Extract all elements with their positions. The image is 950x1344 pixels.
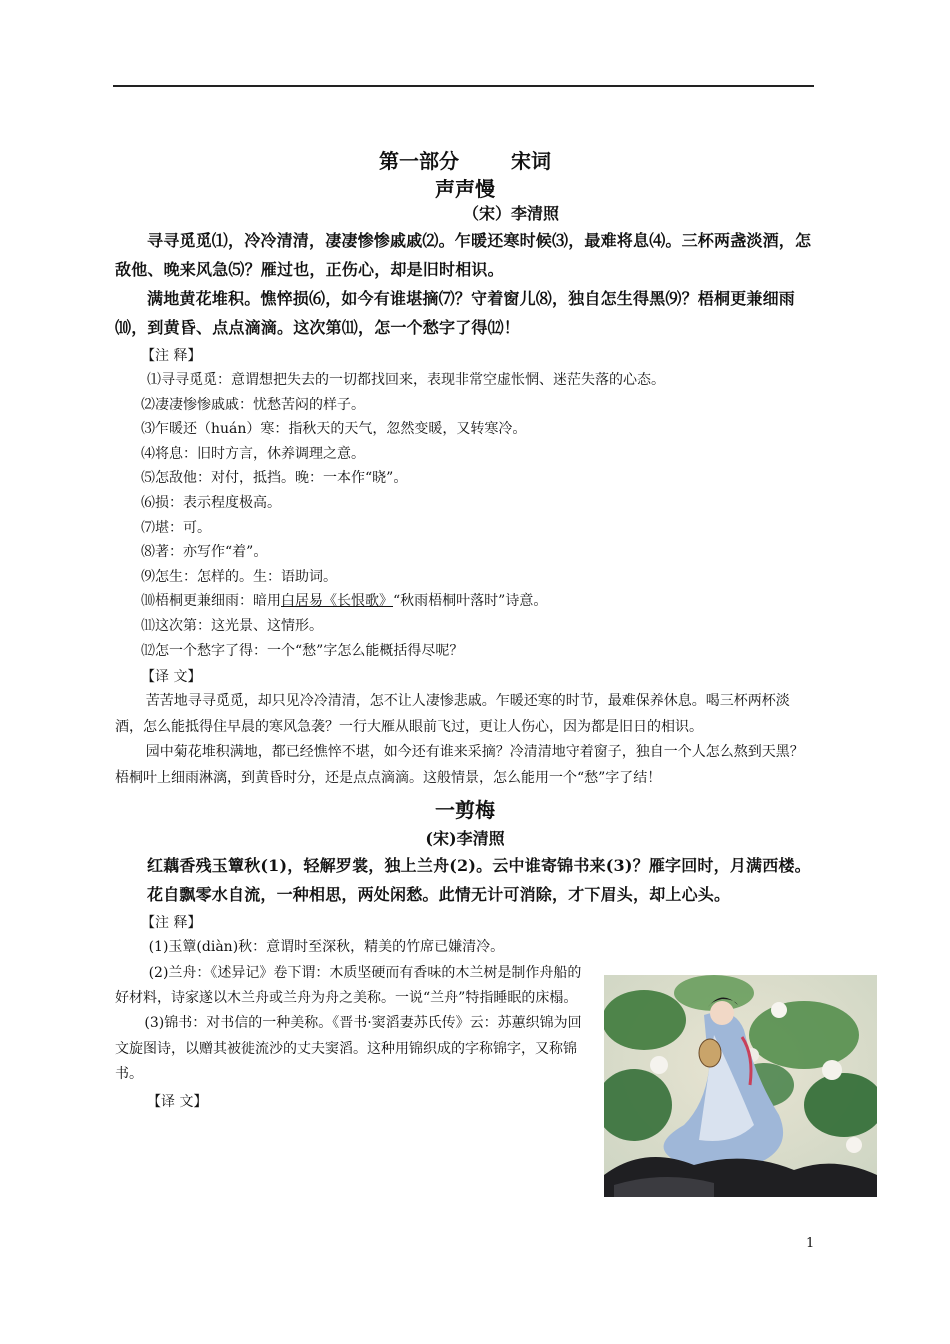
note-item: ⑴寻寻觅觅：意谓想把失去的一切都找回来，表现非常空虚怅惘、迷茫失落的心态。: [147, 372, 665, 388]
note-item: ⑼怎生：怎样的。生：语助词。: [141, 568, 337, 585]
poem-stanza: 满地黄花堆积。憔悴损⑹，如今有谁堪摘⑺？守着窗儿⑻，独自怎生得黑⑼？梧桐更兼细雨⑽，到黄昏、点点滴滴。这次第⑾，怎一个愁字了得⑿！: [115, 289, 796, 337]
note-item: ⑽梧桐更兼细雨：暗用白居易《长恨歌》“秋雨梧桐叶落时”诗意。: [141, 593, 548, 610]
notes-header: 【注 释】: [141, 915, 202, 932]
notes-list: [115, 935, 585, 1087]
part-label: 第一部分: [379, 149, 459, 173]
note-item: ⑵凄凄惨惨戚戚：忧愁苦闷的样子。: [141, 396, 365, 413]
note-item: ⑹损：表示程度极高。: [141, 494, 281, 511]
note-item: ⑿怎一个愁字了得：一个“愁”字怎么能概括得尽呢？: [141, 642, 464, 659]
page-content: [115, 146, 815, 1114]
note-item: (1)玉簟(diàn)秋：意谓时至深秋，精美的竹席已嫌清冷。: [148, 939, 505, 956]
note-item: ⑻著：亦写作“着”。: [141, 544, 268, 561]
translation-paragraph: 园中菊花堆积满地，都已经憔悴不堪，如今还有谁来采摘？冷清清地守着窗子，独自一个人怎么熬到天黑？梧桐叶上细雨淋漓，到黄昏时分，还是点点滴滴。这般情景，怎么能用一个“愁”字了结！: [115, 744, 804, 786]
poem-title: 声声慢: [435, 177, 495, 201]
header-rule: [113, 85, 814, 87]
page-number: 1: [806, 1236, 815, 1251]
poem-stanza: 寻寻觅觅⑴，冷冷清清，凄凄惨惨戚戚⑵。乍暖还寒时候⑶，最难将息⑷。三杯两盏淡酒，怎敌他、晚来风急⑸？雁过也，正伤心，却是旧时相识。: [115, 231, 812, 279]
part-title: [115, 146, 815, 176]
poem-stanza: 红藕香残玉簟秋(1)，轻解罗裳，独上兰舟(2)。云中谁寄锦书来(3)？雁字回时，月满西楼。: [147, 856, 811, 876]
painting-image: [604, 975, 877, 1197]
note-item: (2)兰舟：《述异记》卷下谓：木质坚硬而有香味的木兰树是制作舟船的好材料，诗家遂以木兰舟或兰舟为舟之美称。一说“兰舟”特指睡眠的床榻。: [115, 964, 582, 1006]
note-item: ⑺堪：可。: [141, 519, 211, 536]
poem-author: （宋）李清照: [463, 204, 560, 223]
notes-header: 【注 释】: [141, 348, 202, 364]
poem-stanza: 花自飘零水自流，一种相思，两处闲愁。此情无计可消除，才下眉头，却上心头。: [147, 885, 731, 905]
note-item: ⑷将息：旧时方言，休养调理之意。: [141, 445, 365, 462]
category-label: 宋词: [511, 149, 551, 173]
poet-link[interactable]: 白居易: [281, 593, 323, 610]
note-item: ⑸怎敌他：对付，抵挡。晚：一本作“晓”。: [141, 470, 408, 487]
translation-paragraph: 苦苦地寻寻觅觅，却只见冷冷清清，怎不让人凄惨悲戚。乍暖还寒的时节，最难保养休息。喝三杯两杯淡酒，怎么能抵得住早晨的寒风急袭？一行大雁从眼前飞过，更让人伤心，因为都是旧日的相识。: [115, 693, 790, 735]
work-link[interactable]: 《长恨歌》: [323, 593, 393, 610]
note-item: ⑾这次第：这光景、这情形。: [141, 617, 323, 634]
translation-header: 【译 文】: [141, 669, 202, 686]
translation-header: 【译 文】: [147, 1093, 208, 1110]
poem-author: (宋)李清照: [425, 829, 505, 849]
poem-title: 一剪梅: [435, 798, 495, 823]
note-item: (3)锦书：对书信的一种美称。《晋书·窦滔妻苏氏传》云：苏蕙织锦为回文旋图诗，以赠其被徙流沙的丈夫窦滔。这种用锦织成的字称锦字，又称锦书。: [115, 1015, 582, 1083]
note-item: ⑶乍暖还（huán）寒：指秋天的天气，忽然变暖，又转寒冷。: [141, 421, 527, 438]
